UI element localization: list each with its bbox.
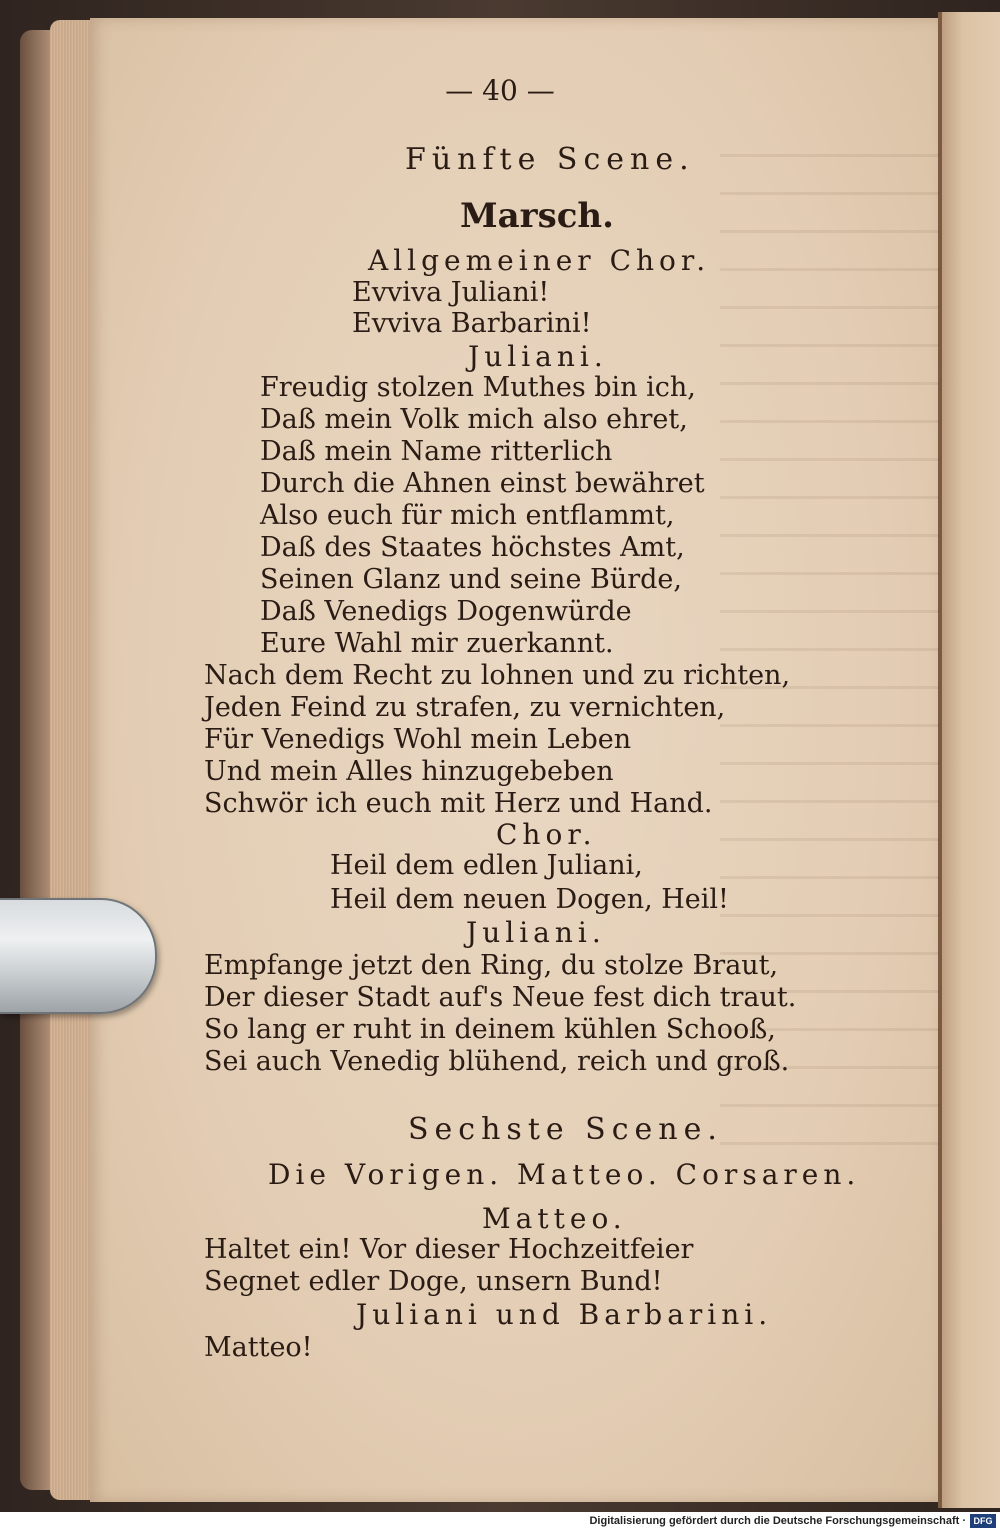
verse-line: Also euch für mich entflammt, [260, 500, 675, 531]
speaker-label: Juliani. [468, 340, 608, 373]
verse-line: Sei auch Venedig blühend, reich und groß. [204, 1046, 790, 1077]
verse-line: Evviva Barbarini! [352, 308, 592, 339]
verse-line: Matteo! [204, 1332, 313, 1363]
verse-line: Daß mein Name ritterlich [260, 436, 613, 467]
verse-line: Evviva Juliani! [352, 277, 550, 308]
verse-line: So lang er ruht in deinem kühlen Schooß, [204, 1014, 776, 1045]
page-number: — 40 — [445, 74, 555, 107]
verse-line: Durch die Ahnen einst bewähret [260, 468, 705, 499]
verse-line: Freudig stolzen Muthes bin ich, [260, 372, 696, 403]
cast-list: Die Vorigen. Matteo. Corsaren. [268, 1158, 861, 1191]
verse-line: Für Venedigs Wohl mein Leben [204, 724, 632, 755]
verse-line: Seinen Glanz und seine Bürde, [260, 564, 682, 595]
dfg-logo: DFG [970, 1514, 996, 1528]
page-clip [0, 898, 157, 1014]
funding-notice: Digitalisierung gefördert durch die Deutsche Forschungsgemeinschaft · [589, 1515, 966, 1527]
verse-line: Haltet ein! Vor dieser Hochzeitfeier [204, 1234, 694, 1265]
verse-line: Eure Wahl mir zuerkannt. [260, 628, 614, 659]
speaker-label: Allgemeiner Chor. [368, 244, 711, 277]
verse-line: Daß mein Volk mich also ehret, [260, 404, 688, 435]
verse-line: Heil dem neuen Dogen, Heil! [330, 884, 729, 915]
verse-line: Segnet edler Doge, unsern Bund! [204, 1266, 663, 1297]
facing-page [938, 12, 1000, 1508]
verse-line: Heil dem edlen Juliani, [330, 850, 643, 881]
verse-line: Empfange jetzt den Ring, du stolze Braut, [204, 950, 779, 981]
scene-heading: Fünfte Scene. [405, 142, 695, 177]
verse-line: Und mein Alles hinzugebeben [204, 756, 614, 787]
verse-line: Daß des Staates höchstes Amt, [260, 532, 685, 563]
verse-line: Schwör ich euch mit Herz und Hand. [204, 788, 713, 819]
verse-line: Der dieser Stadt auf's Neue fest dich traut. [204, 982, 797, 1013]
scene-heading: Sechste Scene. [408, 1112, 723, 1147]
speaker-label: Matteo. [482, 1202, 627, 1235]
verse-line: Nach dem Recht zu lohnen und zu richten, [204, 660, 791, 691]
speaker-label: Juliani. [466, 916, 606, 949]
speaker-label: Juliani und Barbarini. [356, 1298, 773, 1331]
verse-line: Jeden Feind zu strafen, zu vernichten, [204, 692, 726, 723]
section-title: Marsch. [460, 196, 614, 236]
verse-line: Daß Venedigs Dogenwürde [260, 596, 632, 627]
speaker-label: Chor. [496, 818, 597, 851]
